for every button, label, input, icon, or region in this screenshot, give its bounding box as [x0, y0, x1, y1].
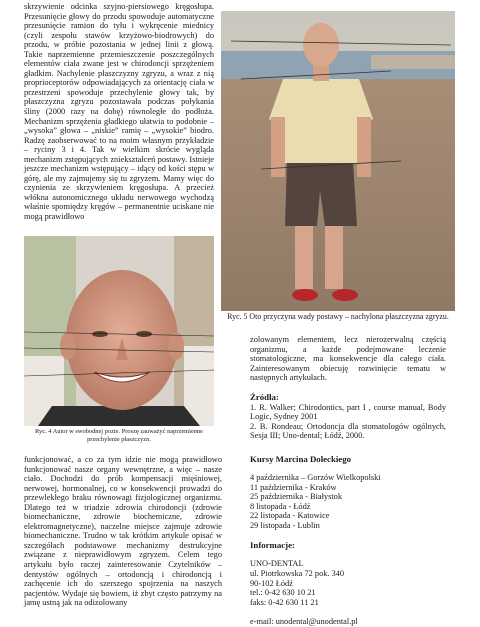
conclusion-paragraph: zolowanym elementem, lecz nierozerwalną częścią organizmu, a każde podejmowane leczenie stomatologiczne, ma konsekwencje dla całego ciała. Zainteresowanym obiecuję rozwinięcie tematu w następnych artykułach. — [250, 335, 446, 383]
source-item: 1. R. Walker; Chirodontics, part I , course manual, Body Logic, Sydney 2001 — [250, 402, 446, 422]
body-paragraph-bottom: funkcjonować, a co za tym idzie nie mogą prawidłowo funkcjonować nasze organy wewnętrzne, a więc – nasze ciało. Dochodzi do prób kompensacji mięśniowej, nerwowej, hormonalnej, co w konsekwencji prowadzi do przewlekłego braku równowagi fizjologicznej organizmu. Dlatego też w triadzie zdrowia chirodoncji (zdrowie biomechaniczne, zdrowie biochemiczne, zdrowie elektromagnetyczne), naczelne miejsce zajmuje zdrowie biomechaniczne. Trudno w tak krótkim artykule opisać w szczegółach podstawowe mechanizmy destrukcyjne związane z nieprawidłowym zgryzem. Celem tego artykułu było raczej zainteresowanie Czytelników – dentystów ogólnych – ortodoncją i chirodoncją i zachęcenie ich do szerszego spojrzenia na naszych pacjentów. Wydaje się bowiem, iż zbyt często patrzymy na jamę ustną jak na odizolowany — [24, 455, 222, 608]
course-item: 4 października – Gorzów Wielkopolski — [250, 472, 381, 482]
course-item: 25 października - Białystok — [250, 492, 342, 502]
left-column-bottom-text — [24, 455, 222, 608]
figure-4-photo — [24, 236, 214, 426]
course-item: 22 listopada - Katowice — [250, 511, 330, 521]
info-address: ul. Piotrkowska 72 pok. 340 — [250, 569, 345, 579]
course-item: 8 listopada - Łódź — [250, 501, 311, 511]
course-item: 29 listopada - Lublin — [250, 520, 320, 530]
man-standing-beach-image — [221, 11, 455, 311]
body-paragraph: skrzywienie odcinka szyjno-piersiowego kręgosłupa. Przesunięcie głowy do przodu spowoduje automatyczne przesunięcie ramion do tyłu i wykręcenie miednicy (czyli zespołu stawów krzyżowo-biodrowych) do przodu, w próbie pozostania w jednej linii z głową. Takie naprzemienne przemieszczenie poszczególnych elementów ciała zwane jest w chirodoncji sprzężeniem gładkim. Nachylenie płaszczyzny zgryzu, a wraz z nią proprioceptorów odpowiadających za orientację ciała w przestrzeni spowoduje przechylenie głowy tak, by płaszczyzna zgryzu pozostawała podczas połykania śliny (2000 razy na dobę) równoległe do podłoża. Mechanizm sprzężenia gładkiego ułatwia to podobnie – „wysoka” głowa – „niskie” ramię – „wysokie” biodro. Radzę zaobserwować to na moim własnym przykładzie – ryciny 3 i 4. Tak w wielkim skrócie wygląda mechanizm zstępujących zniekształceń postawy. Istnieje jeszcze mechanizm wstępujący – idący od kości stępu w górę, ale my zajmujemy się tu zgryzem. Mamy więc do czynienia ze skrzywieniem kręgosłupa. A przecież włókna autonomicznego układu nerwowego wychodzą właśnie spomiędzy kręgów – permanentnie uciskane nie mogą prawidłowo — [24, 2, 214, 222]
course-item: 11 października - Kraków — [250, 482, 337, 492]
courses-heading: Kursy Marcina Doleckiego — [250, 453, 351, 464]
info-company: UNO-DENTAL — [250, 559, 304, 569]
left-column-top-text — [24, 2, 214, 234]
sources-heading: Źródła: — [250, 391, 279, 402]
info-phone: tel.: 0-42 630 10 21 — [250, 588, 316, 598]
figure-5-photo — [221, 11, 455, 311]
source-item: 2. B. Rondeau; Ortodoncja dla stomatologów ogólnych, Sesja III; Uno-dental; Łódź, 2000. — [250, 421, 446, 441]
info-fax: faks: 0-42 630 11 21 — [250, 597, 319, 607]
author-face-image — [24, 236, 214, 426]
info-heading: Informacje: — [250, 540, 295, 551]
info-spacer — [250, 607, 446, 617]
info-city: 90-102 Łódź — [250, 578, 293, 588]
info-email-link[interactable]: e-mail: unodental@unodental.pl — [250, 617, 358, 627]
right-column-text — [250, 335, 446, 627]
figure-5-caption: Ryc. 5 Oto przyczyna wady postawy – nachylona płaszczyzna zgryzu. — [227, 312, 449, 321]
figure-4-caption: Ryc. 4 Autor w swobodnej pozie. Proszę zauważyć naprzemienne przechylenie płaszczyzn. — [35, 428, 203, 443]
